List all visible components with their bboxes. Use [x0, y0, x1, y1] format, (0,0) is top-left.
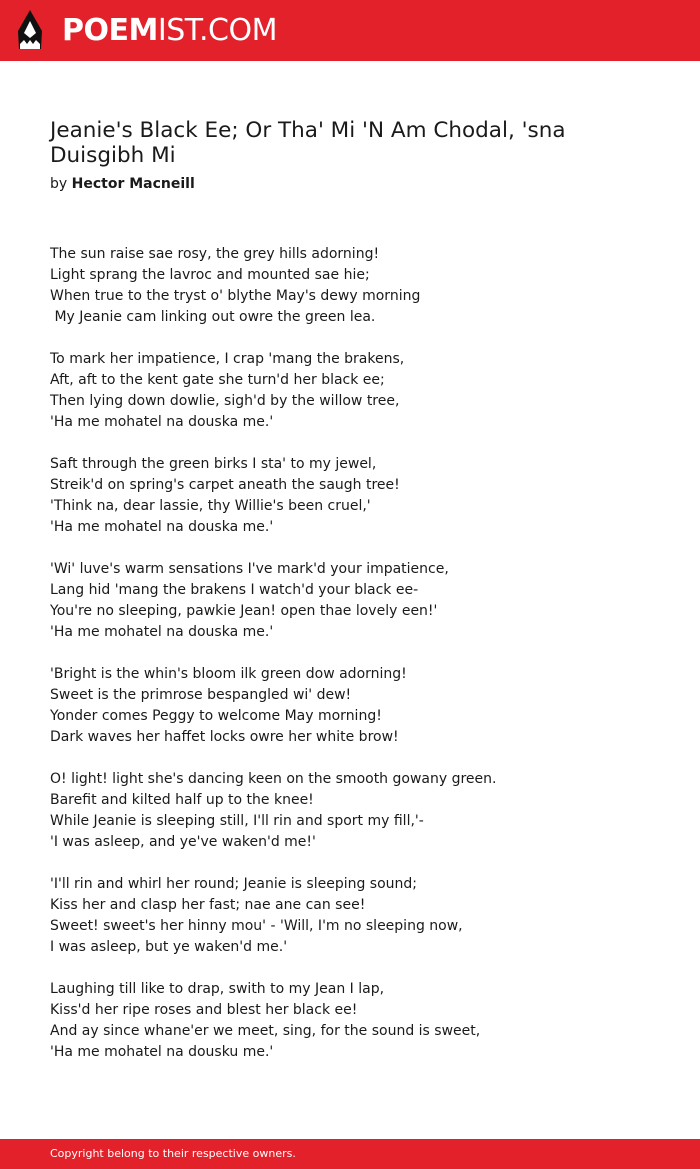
header-bar [0, 0, 700, 61]
site-logo[interactable] [62, 11, 277, 51]
poem-line: I was asleep, but ye waken'd me.' [50, 939, 288, 955]
poem-line: Streik'd on spring's carpet aneath the saugh tree! [50, 477, 400, 493]
poem-line: Saft through the green birks I sta' to my jewel, [50, 456, 377, 472]
poem-line: 'Think na, dear lassie, thy Willie's been cruel,' [50, 498, 371, 514]
poem-line: 'I'll rin and whirl her round; Jeanie is sleeping sound; [50, 876, 418, 892]
stanza-break [50, 328, 650, 349]
poem-line: 'Ha me mohatel na douska me.' [50, 624, 274, 640]
poem-line: Lang hid 'mang the brakens I watch'd your black ee- [50, 582, 419, 598]
poem-line: Barefit and kilted half up to the knee! [50, 792, 314, 808]
byline [50, 174, 195, 194]
by-label: by [50, 176, 68, 192]
poem-line: Sweet! sweet's her hinny mou' - 'Will, I'm no sleeping now, [50, 918, 463, 934]
poem-line: Laughing till like to drap, swith to my Jean I lap, [50, 981, 385, 997]
poem-line: Kiss'd her ripe roses and blest her black ee! [50, 1002, 358, 1018]
poem-line: Yonder comes Peggy to welcome May morning! [50, 708, 382, 724]
logo-text-strong: POEM [62, 13, 158, 48]
poem-line: While Jeanie is sleeping still, I'll rin and sport my fill,'- [50, 813, 424, 829]
copyright-text: Copyright belong to their respective owners. [50, 1147, 296, 1160]
poem-title: Jeanie's Black Ee; Or Tha' Mi 'N Am Chodal, 'sna Duisgibh Mi [50, 118, 566, 168]
stanza-break [50, 958, 650, 979]
poem-line: O! light! light she's dancing keen on the smooth gowany green. [50, 771, 497, 787]
poem-line: Light sprang the lavroc and mounted sae hie; [50, 267, 370, 283]
poem-line: 'Ha me mohatel na douska me.' [50, 519, 274, 535]
stanza-break [50, 643, 650, 664]
author-name: Hector Macneill [71, 176, 195, 192]
logo-text-light: IST.COM [157, 13, 277, 48]
stanza-break [50, 433, 650, 454]
poem-line: Kiss her and clasp her fast; nae ane can see! [50, 897, 366, 913]
poem-line: 'Wi' luve's warm sensations I've mark'd your impatience, [50, 561, 449, 577]
poem-line: The sun raise sae rosy, the grey hills adorning! [50, 246, 380, 262]
poem-line: Sweet is the primrose bespangled wi' dew! [50, 687, 352, 703]
poem-line: When true to the tryst o' blythe May's dewy morning [50, 288, 421, 304]
poem-line: To mark her impatience, I crap 'mang the brakens, [50, 351, 405, 367]
footer-bar [0, 1139, 700, 1169]
stanza-break [50, 748, 650, 769]
poem-line: Dark waves her haffet locks owre her white brow! [50, 729, 399, 745]
poem-line: You're no sleeping, pawkie Jean! open thae lovely een!' [50, 603, 438, 619]
poem-line: And ay since whane'er we meet, sing, for the sound is sweet, [50, 1023, 481, 1039]
poem-line: Then lying down dowlie, sigh'd by the willow tree, [50, 393, 400, 409]
fountain-pen-nib-icon[interactable] [16, 9, 44, 51]
stanza-break [50, 538, 650, 559]
poem-line: 'Ha me mohatel na douska me.' [50, 414, 274, 430]
poem-body [50, 244, 650, 1063]
poem-line: 'Ha me mohatel na dousku me.' [50, 1044, 274, 1060]
stanza-break [50, 853, 650, 874]
poem-line: 'Bright is the whin's bloom ilk green dow adorning! [50, 666, 407, 682]
poem-line: My Jeanie cam linking out owre the green lea. [50, 309, 376, 325]
poem-line: Aft, aft to the kent gate she turn'd her black ee; [50, 372, 385, 388]
poem-line: 'I was asleep, and ye've waken'd me!' [50, 834, 316, 850]
